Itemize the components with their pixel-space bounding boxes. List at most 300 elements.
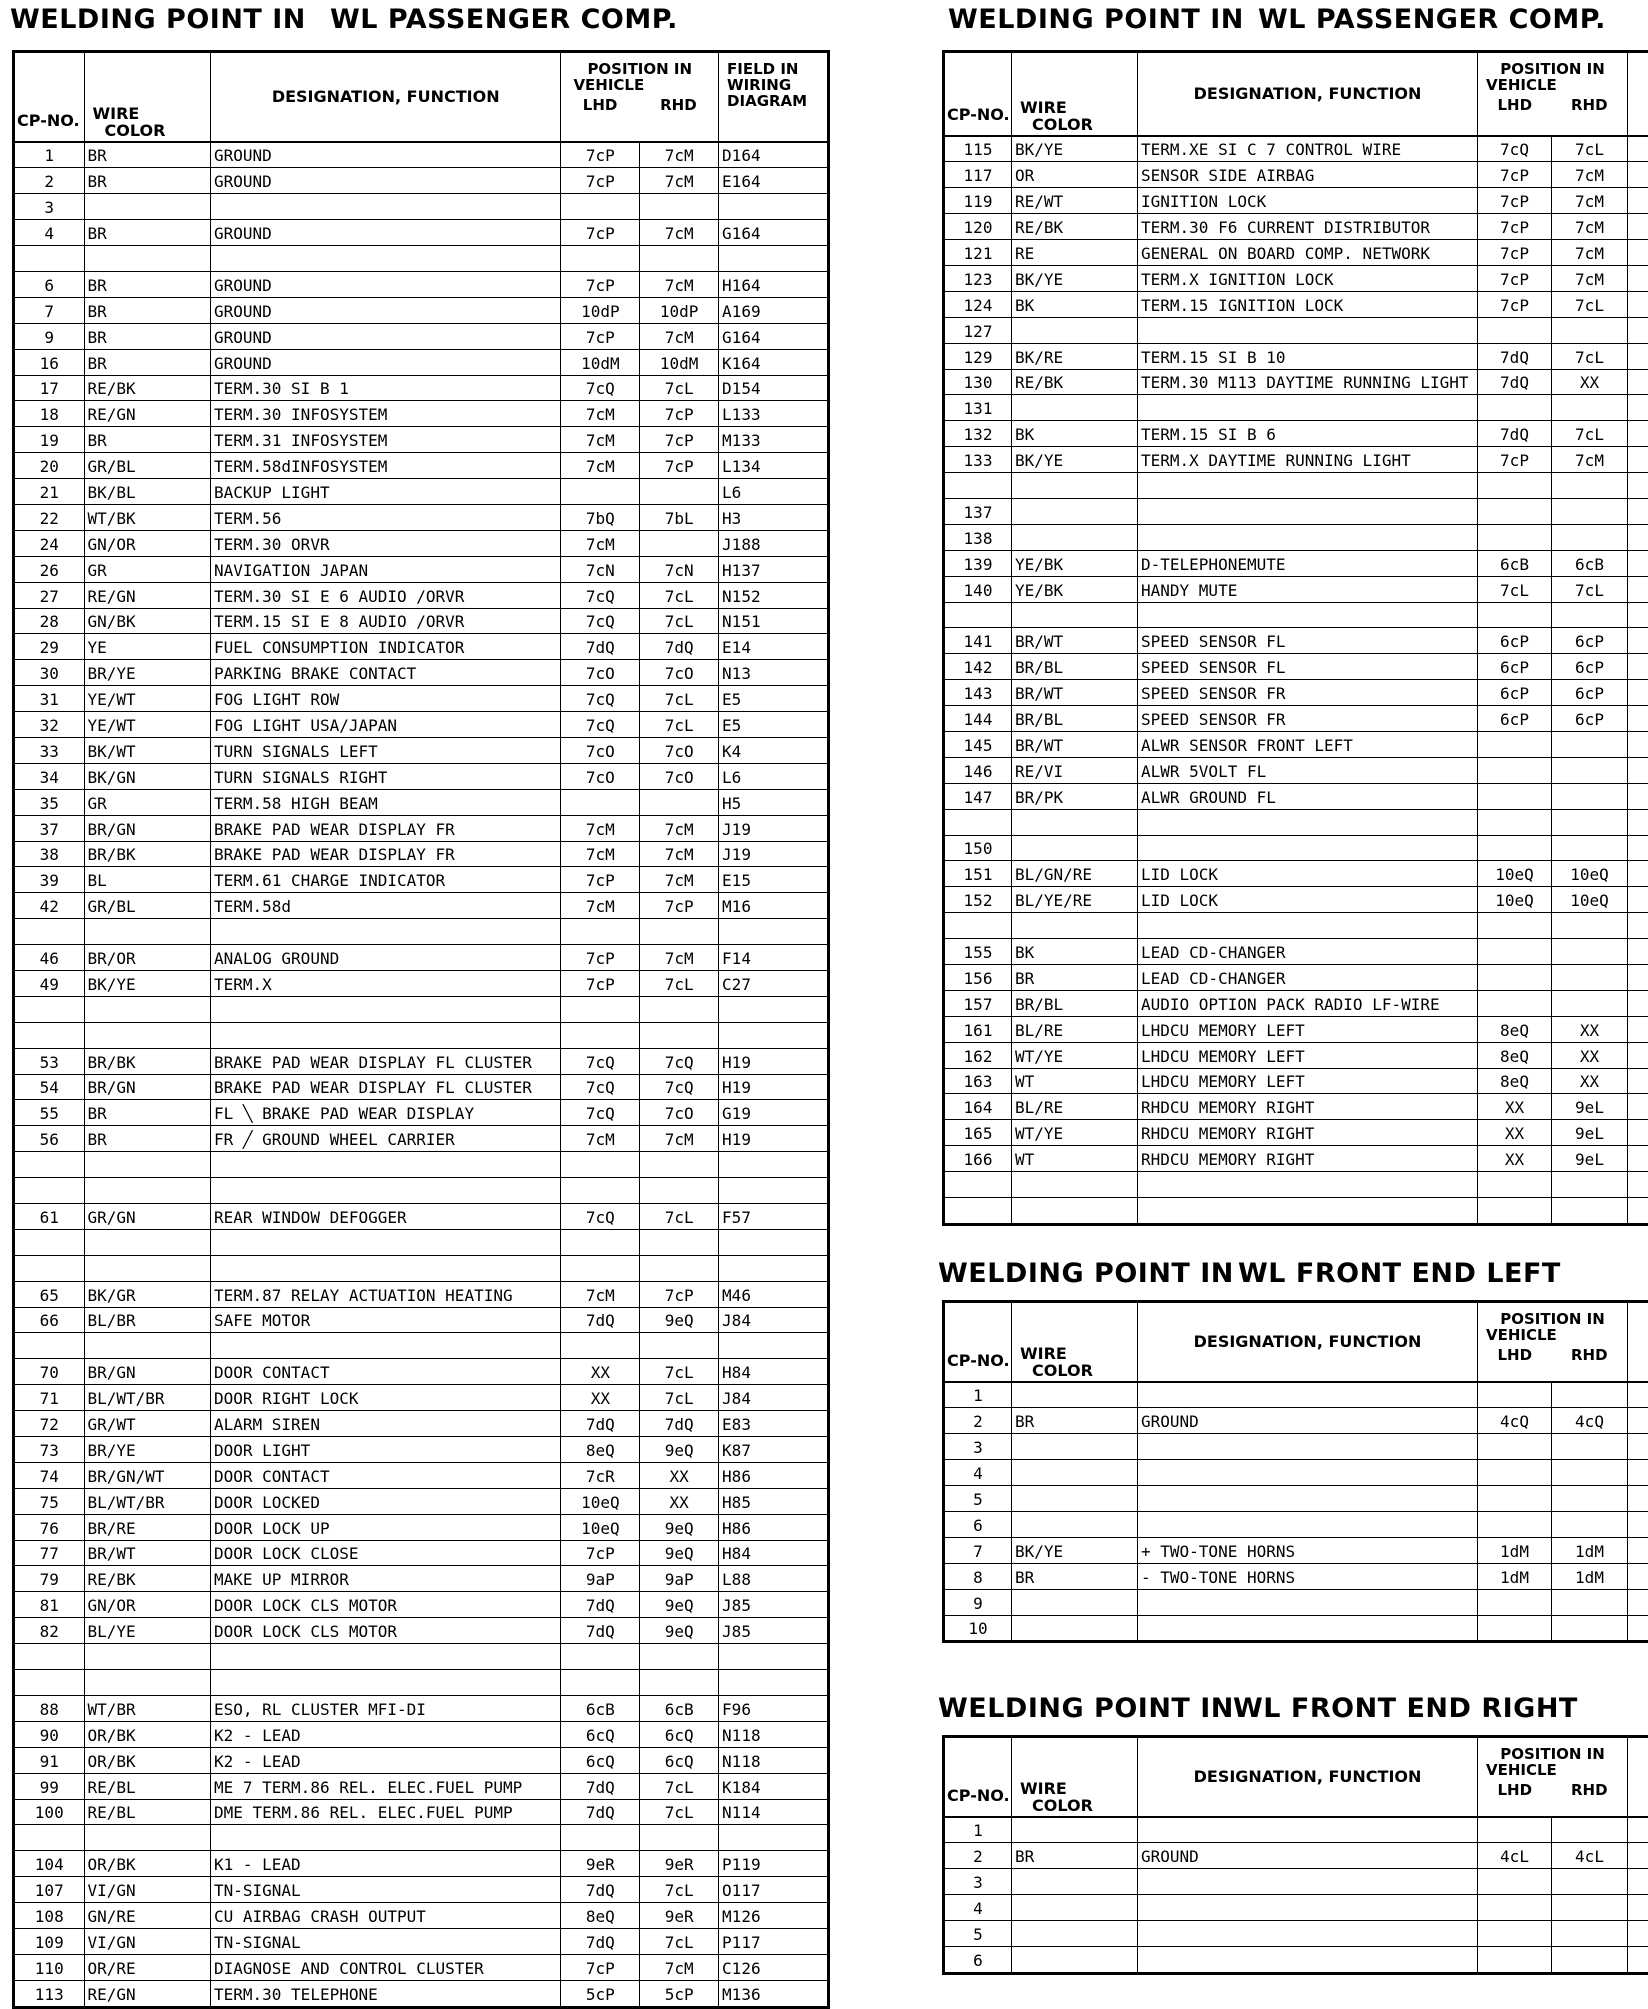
cp-no: 127	[944, 317, 1012, 343]
table-row	[944, 887, 1648, 913]
designation: LHDCU MEMORY LEFT	[1138, 1042, 1478, 1068]
table-row	[944, 1946, 1648, 1973]
rhd-position: 9eL	[1552, 1146, 1628, 1172]
wire-color	[1012, 1895, 1138, 1921]
designation	[1138, 1921, 1478, 1947]
cp-no: 165	[944, 1120, 1012, 1146]
cp-no: 28	[14, 608, 85, 634]
designation	[210, 1152, 560, 1178]
wire-color	[1012, 1817, 1138, 1843]
designation: GROUND	[210, 297, 560, 323]
cp-no: 119	[944, 188, 1012, 214]
designation: TERM.30 SI B 1	[210, 375, 560, 401]
table-row	[944, 628, 1648, 654]
wiring-field: E83	[719, 1411, 829, 1437]
wire-color: BR	[84, 427, 210, 453]
designation: ALWR SENSOR FRONT LEFT	[1138, 731, 1478, 757]
table-row	[944, 783, 1648, 809]
designation: REAR WINDOW DEFOGGER	[210, 1204, 560, 1230]
rhd-position: 7cM	[640, 323, 719, 349]
wire-color: BR/WT	[1012, 731, 1138, 757]
table-row	[14, 194, 829, 220]
table-row	[14, 634, 829, 660]
lhd-position: 7cQ	[561, 1204, 640, 1230]
rhd-position: 7cM	[640, 271, 719, 297]
designation: DOOR RIGHT LOCK	[210, 1385, 560, 1411]
table-row	[944, 369, 1648, 395]
wiring-field	[719, 1255, 829, 1281]
wiring-field: J19	[719, 815, 829, 841]
cp-no: 152	[944, 887, 1012, 913]
lhd-position: 7cP	[561, 945, 640, 971]
right-title	[948, 4, 1244, 35]
designation	[210, 246, 560, 272]
lhd-position	[1478, 1895, 1552, 1921]
right-title-a: WELDING POINT IN	[948, 4, 1244, 35]
table-row	[944, 1563, 1648, 1589]
wiring-field: C126	[719, 1954, 829, 1980]
wiring-field: P117	[719, 1928, 829, 1954]
designation: DOOR CONTACT	[210, 1462, 560, 1488]
table-row	[14, 1540, 829, 1566]
designation: TERM.58dINFOSYSTEM	[210, 453, 560, 479]
lhd-position	[1478, 1382, 1552, 1408]
wire-color: BK/BL	[84, 479, 210, 505]
cp-no	[14, 1152, 85, 1178]
cut-off-cell	[1628, 1120, 1648, 1146]
rhd-position: 9aP	[640, 1566, 719, 1592]
lhd-position: 10eQ	[561, 1488, 640, 1514]
rhd-position	[1552, 317, 1628, 343]
rhd-position	[1552, 757, 1628, 783]
cut-off-cell	[1628, 524, 1648, 550]
lhd-position	[561, 1152, 640, 1178]
rhd-position	[1552, 1869, 1628, 1895]
cut-off-cell	[1628, 473, 1648, 499]
wire-color: BK/YE	[1012, 136, 1138, 162]
cp-no: 75	[14, 1488, 85, 1514]
wire-color: VI/GN	[84, 1928, 210, 1954]
table-row	[944, 1817, 1648, 1843]
table-row	[944, 576, 1648, 602]
lhd-position	[1478, 1817, 1552, 1843]
designation: SPEED SENSOR FL	[1138, 628, 1478, 654]
table-row	[944, 965, 1648, 991]
wiring-field	[719, 194, 829, 220]
wire-color: OR/BK	[84, 1721, 210, 1747]
lhd-position: 7cP	[1478, 214, 1552, 240]
lhd-position: 6cQ	[561, 1747, 640, 1773]
wiring-field: N114	[719, 1799, 829, 1825]
wire-color: RE/GN	[84, 582, 210, 608]
table-row	[944, 1042, 1648, 1068]
table-row	[944, 1434, 1648, 1460]
wire-color	[1012, 1869, 1138, 1895]
wire-color	[84, 1255, 210, 1281]
cp-no: 32	[14, 712, 85, 738]
wire-color: BR/WT	[1012, 628, 1138, 654]
wire-color	[1012, 1615, 1138, 1642]
cp-no: 35	[14, 789, 85, 815]
cut-off-cell	[1628, 162, 1648, 188]
cut-off-cell	[1628, 887, 1648, 913]
cp-no: 19	[14, 427, 85, 453]
designation: SPEED SENSOR FR	[1138, 680, 1478, 706]
cp-no: 100	[14, 1799, 85, 1825]
designation: RHDCU MEMORY RIGHT	[1138, 1094, 1478, 1120]
designation: GENERAL ON BOARD COMP. NETWORK	[1138, 240, 1478, 266]
wiring-field: D164	[719, 142, 829, 168]
table-row	[944, 1408, 1648, 1434]
table-row	[14, 1877, 829, 1903]
lhd-position	[1478, 317, 1552, 343]
cut-off-cell	[1628, 1843, 1648, 1869]
designation	[1138, 524, 1478, 550]
rhd-position: 7cM	[640, 867, 719, 893]
front-right-table-body	[944, 1817, 1648, 1974]
lhd-position: 7dQ	[561, 1411, 640, 1437]
table-row	[944, 1068, 1648, 1094]
cp-no	[14, 1644, 85, 1670]
wire-color	[84, 1229, 210, 1255]
wire-color: BR	[1012, 1563, 1138, 1589]
wiring-field: J84	[719, 1307, 829, 1333]
cut-off-cell	[1628, 1198, 1648, 1225]
rhd-position	[1552, 473, 1628, 499]
designation: DOOR LOCKED	[210, 1488, 560, 1514]
wiring-field: N13	[719, 660, 829, 686]
hdr-cp: CP-NO.	[944, 1737, 1012, 1817]
lhd-position	[1478, 1869, 1552, 1895]
table-row	[944, 1895, 1648, 1921]
rhd-position: 9eQ	[640, 1514, 719, 1540]
wire-color: RE/WT	[1012, 188, 1138, 214]
wire-color: YE/WT	[84, 686, 210, 712]
table-row	[944, 861, 1648, 887]
table-row	[14, 660, 829, 686]
designation	[210, 1022, 560, 1048]
cp-no: 34	[14, 763, 85, 789]
rhd-position: 7cM	[640, 945, 719, 971]
rhd-position: XX	[1552, 369, 1628, 395]
lhd-position	[561, 479, 640, 505]
rhd-position	[640, 1178, 719, 1204]
wire-color: WT/BK	[84, 504, 210, 530]
cp-no: 20	[14, 453, 85, 479]
wire-color: BR	[84, 349, 210, 375]
designation	[1138, 1382, 1478, 1408]
cp-no: 121	[944, 240, 1012, 266]
lhd-position: XX	[1478, 1120, 1552, 1146]
cp-no	[944, 602, 1012, 628]
rhd-position: 7cM	[1552, 188, 1628, 214]
cp-no	[14, 1333, 85, 1359]
wiring-field: H3	[719, 504, 829, 530]
table-row	[944, 291, 1648, 317]
rhd-position: 10eQ	[1552, 887, 1628, 913]
cp-no: 65	[14, 1281, 85, 1307]
cp-no: 143	[944, 680, 1012, 706]
cp-no: 91	[14, 1747, 85, 1773]
designation: DOOR LOCK UP	[210, 1514, 560, 1540]
lhd-position: 7cO	[561, 737, 640, 763]
lhd-position: 7cQ	[561, 1100, 640, 1126]
wire-color: BR	[84, 1126, 210, 1152]
designation	[210, 1825, 560, 1851]
lhd-position: 7dQ	[1478, 343, 1552, 369]
lhd-position: 7bQ	[561, 504, 640, 530]
rhd-position: 7cL	[640, 1204, 719, 1230]
table-row	[14, 686, 829, 712]
wire-color	[1012, 1921, 1138, 1947]
table-row	[14, 1566, 829, 1592]
rhd-position: 9eL	[1552, 1120, 1628, 1146]
lhd-position	[1478, 939, 1552, 965]
cp-no: 113	[14, 1980, 85, 2007]
cp-no: 5	[944, 1486, 1012, 1512]
wiring-field: N152	[719, 582, 829, 608]
cp-no: 150	[944, 835, 1012, 861]
lhd-position	[561, 1825, 640, 1851]
rhd-position	[1552, 1589, 1628, 1615]
table-row	[14, 1592, 829, 1618]
lhd-position: 8eQ	[1478, 1016, 1552, 1042]
lhd-position: 4cL	[1478, 1843, 1552, 1869]
lhd-position: 7cM	[561, 453, 640, 479]
designation: FOG LIGHT ROW	[210, 686, 560, 712]
lhd-position: 7cP	[561, 142, 640, 168]
cp-no: 33	[14, 737, 85, 763]
lhd-position: 6cP	[1478, 628, 1552, 654]
wire-color: GR	[84, 556, 210, 582]
table-row	[14, 1980, 829, 2007]
cut-off-cell	[1628, 680, 1648, 706]
wiring-field	[719, 1178, 829, 1204]
cut-off-cell	[1628, 783, 1648, 809]
table-row	[944, 1146, 1648, 1172]
rhd-position	[1552, 1434, 1628, 1460]
rhd-position	[1552, 783, 1628, 809]
designation: TERM.XE SI C 7 CONTROL WIRE	[1138, 136, 1478, 162]
lhd-position: 7cP	[1478, 447, 1552, 473]
wire-color: WT/YE	[1012, 1042, 1138, 1068]
rhd-position	[1552, 731, 1628, 757]
designation: TERM.87 RELAY ACTUATION HEATING	[210, 1281, 560, 1307]
wire-color: RE/BL	[84, 1799, 210, 1825]
cut-off-cell	[1628, 757, 1648, 783]
designation	[210, 1229, 560, 1255]
wire-color: OR/RE	[84, 1954, 210, 1980]
lhd-position: 7cM	[561, 1126, 640, 1152]
front-left-table-body	[944, 1382, 1648, 1642]
left-title-b: WL PASSENGER COMP.	[330, 4, 678, 35]
wire-color: BR	[84, 271, 210, 297]
cp-no: 6	[14, 271, 85, 297]
wire-color: BK/YE	[1012, 447, 1138, 473]
designation: BRAKE PAD WEAR DISPLAY FL CLUSTER	[210, 1048, 560, 1074]
designation: GROUND	[210, 271, 560, 297]
cp-no: 42	[14, 893, 85, 919]
table-row	[14, 479, 829, 505]
lhd-position: 7cP	[561, 168, 640, 194]
wire-color: YE/BK	[1012, 576, 1138, 602]
wire-color	[84, 1670, 210, 1696]
cut-off-cell	[1628, 1615, 1648, 1642]
designation	[1138, 913, 1478, 939]
cp-no: 104	[14, 1851, 85, 1877]
table-row	[14, 1928, 829, 1954]
table-row	[14, 1747, 829, 1773]
wire-color: BL/RE	[1012, 1094, 1138, 1120]
table-row	[14, 1773, 829, 1799]
cut-off-cell	[1628, 731, 1648, 757]
cp-no: 130	[944, 369, 1012, 395]
cp-no: 129	[944, 343, 1012, 369]
wiring-field: H5	[719, 789, 829, 815]
table-row	[944, 1615, 1648, 1642]
cp-no: 39	[14, 867, 85, 893]
wiring-field: N118	[719, 1747, 829, 1773]
rhd-position: 7cM	[640, 142, 719, 168]
rhd-position	[1552, 913, 1628, 939]
designation: DOOR LIGHT	[210, 1437, 560, 1463]
designation: LID LOCK	[1138, 887, 1478, 913]
lhd-position: XX	[561, 1359, 640, 1385]
lhd-position: 7cQ	[561, 712, 640, 738]
table-row	[14, 582, 829, 608]
rhd-position	[1552, 498, 1628, 524]
wiring-field: J84	[719, 1385, 829, 1411]
rhd-position	[640, 1152, 719, 1178]
lhd-position: 6cB	[561, 1695, 640, 1721]
cut-off-cell	[1628, 1869, 1648, 1895]
table-row	[14, 1695, 829, 1721]
lhd-position: 7cQ	[561, 582, 640, 608]
table-row	[14, 1488, 829, 1514]
wire-color: GR/GN	[84, 1204, 210, 1230]
designation	[1138, 602, 1478, 628]
designation: ESO, RL CLUSTER MFI-DI	[210, 1695, 560, 1721]
cut-off-cell	[1628, 602, 1648, 628]
cut-off-cell	[1628, 1408, 1648, 1434]
wire-color: WT	[1012, 1146, 1138, 1172]
cut-off-cell	[1628, 1895, 1648, 1921]
lhd-position	[1478, 1434, 1552, 1460]
cut-off-cell	[1628, 835, 1648, 861]
cut-off-cell	[1628, 809, 1648, 835]
lhd-position	[561, 1644, 640, 1670]
designation	[1138, 395, 1478, 421]
cut-off-cell	[1628, 1511, 1648, 1537]
rhd-position	[1552, 990, 1628, 1016]
cut-off-cell	[1628, 240, 1648, 266]
designation: DOOR LOCK CLOSE	[210, 1540, 560, 1566]
table-row	[14, 142, 829, 168]
wiring-field	[719, 919, 829, 945]
lhd-position: 7cM	[561, 427, 640, 453]
wiring-field: F14	[719, 945, 829, 971]
rhd-position: 7cM	[640, 168, 719, 194]
wiring-field: E5	[719, 712, 829, 738]
table-row	[944, 317, 1648, 343]
lhd-position: 7cQ	[561, 375, 640, 401]
designation	[1138, 809, 1478, 835]
designation: K1 - LEAD	[210, 1851, 560, 1877]
wire-color: GR/WT	[84, 1411, 210, 1437]
cut-off-cell	[1628, 1817, 1648, 1843]
designation: SPEED SENSOR FL	[1138, 654, 1478, 680]
wire-color: BL/WT/BR	[84, 1385, 210, 1411]
rhd-position	[640, 1825, 719, 1851]
lhd-position: 7cM	[561, 1281, 640, 1307]
table-row	[944, 240, 1648, 266]
cut-off-cell	[1628, 550, 1648, 576]
table-row	[944, 1486, 1648, 1512]
lhd-position	[1478, 809, 1552, 835]
wiring-field: E15	[719, 867, 829, 893]
cp-no: 66	[14, 1307, 85, 1333]
wire-color: BR	[84, 168, 210, 194]
designation: MAKE UP MIRROR	[210, 1566, 560, 1592]
wiring-field: H137	[719, 556, 829, 582]
wire-color: BL/WT/BR	[84, 1488, 210, 1514]
designation: DME TERM.86 REL. ELEC.FUEL PUMP	[210, 1799, 560, 1825]
designation	[210, 1670, 560, 1696]
cut-off-cell	[1628, 1946, 1648, 1973]
wiring-field: M126	[719, 1903, 829, 1929]
wiring-field: K164	[719, 349, 829, 375]
cp-no: 132	[944, 421, 1012, 447]
rhd-position	[1552, 1615, 1628, 1642]
rhd-position	[1552, 1382, 1628, 1408]
lhd-position: XX	[1478, 1094, 1552, 1120]
designation	[1138, 1869, 1478, 1895]
rhd-position	[1552, 1486, 1628, 1512]
rhd-position: 7cQ	[640, 1048, 719, 1074]
rhd-position	[640, 1229, 719, 1255]
wire-color	[84, 1022, 210, 1048]
rhd-position: 7cM	[640, 841, 719, 867]
cp-no	[14, 1825, 85, 1851]
rhd-position: 9eR	[640, 1851, 719, 1877]
designation: - TWO-TONE HORNS	[1138, 1563, 1478, 1589]
rhd-position: 7cL	[640, 1385, 719, 1411]
lhd-position	[561, 1178, 640, 1204]
designation: K2 - LEAD	[210, 1721, 560, 1747]
designation: K2 - LEAD	[210, 1747, 560, 1773]
cp-no: 74	[14, 1462, 85, 1488]
table-row	[944, 1172, 1648, 1198]
cp-no: 140	[944, 576, 1012, 602]
cp-no: 27	[14, 582, 85, 608]
rhd-position: 7cM	[640, 1126, 719, 1152]
table-row	[14, 1255, 829, 1281]
table-row	[14, 1618, 829, 1644]
designation: ALWR GROUND FL	[1138, 783, 1478, 809]
rhd-position: 7cM	[640, 1954, 719, 1980]
lhd-position: 10dM	[561, 349, 640, 375]
designation	[1138, 498, 1478, 524]
cp-no: 31	[14, 686, 85, 712]
designation: TERM.30 INFOSYSTEM	[210, 401, 560, 427]
table-row	[944, 343, 1648, 369]
right-table	[942, 50, 1648, 1226]
rhd-position: 10dP	[640, 297, 719, 323]
rhd-position: 7cO	[640, 763, 719, 789]
cut-off-cell	[1628, 136, 1648, 162]
rhd-position: 7cP	[640, 1281, 719, 1307]
rhd-position: 7cL	[640, 1799, 719, 1825]
